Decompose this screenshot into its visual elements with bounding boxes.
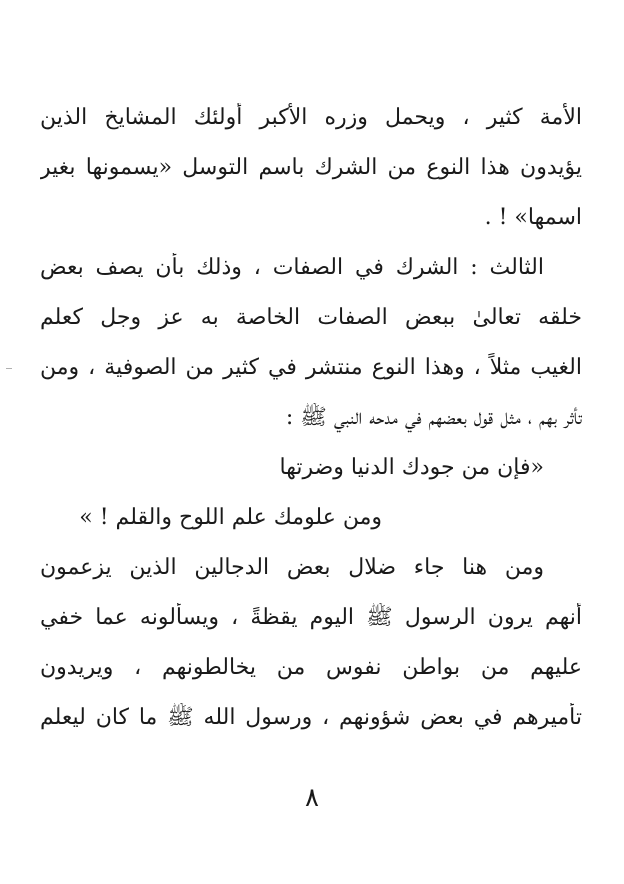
page-number: ٨: [305, 783, 319, 813]
text-line-11: أنهم يرون الرسول ﷺ اليوم يقظةً ، ويسألونه عما خفي: [40, 605, 582, 630]
text-line-7: تأثر بهم ، مثل قول بعضهم في مدحه النبي ﷺ :: [285, 405, 582, 430]
scan-edge-mark: [6, 368, 12, 369]
text-line-10: ومن هنا جاء ضلال بعض الدجالين الذين يزعمون: [40, 555, 544, 580]
verse-line-2: ومن علومك علم اللوح والقلم ! »: [79, 505, 382, 530]
text-line-1: الأمة كثير ، ويحمل وزره الأكبر أولئك المشايخ الذين: [40, 105, 582, 130]
verse-line-1: «فإن من جودك الدنيا وضرتها: [279, 455, 544, 480]
text-line-12: عليهم من بواطن نفوس من يخالطونهم ، ويريدون: [40, 655, 582, 680]
text-line-5: خلقه تعالىٰ ببعض الصفات الخاصة به عز وجل كعلم: [40, 305, 582, 330]
text-line-2: يؤيدون هذا النوع من الشرك باسم التوسل «يسمونها بغير: [40, 155, 582, 180]
text-line-3: اسمها» ! .: [484, 205, 582, 230]
text-line-13: تأميرهم في بعض شؤونهم ، ورسول الله ﷺ ما كان ليعلم: [40, 705, 582, 730]
text-line-6: الغيب مثلاً ، وهذا النوع منتشر في كثير من الصوفية ، ومن: [40, 355, 582, 380]
text-line-4: الثالث : الشرك في الصفات ، وذلك بأن يصف بعض: [40, 255, 544, 280]
